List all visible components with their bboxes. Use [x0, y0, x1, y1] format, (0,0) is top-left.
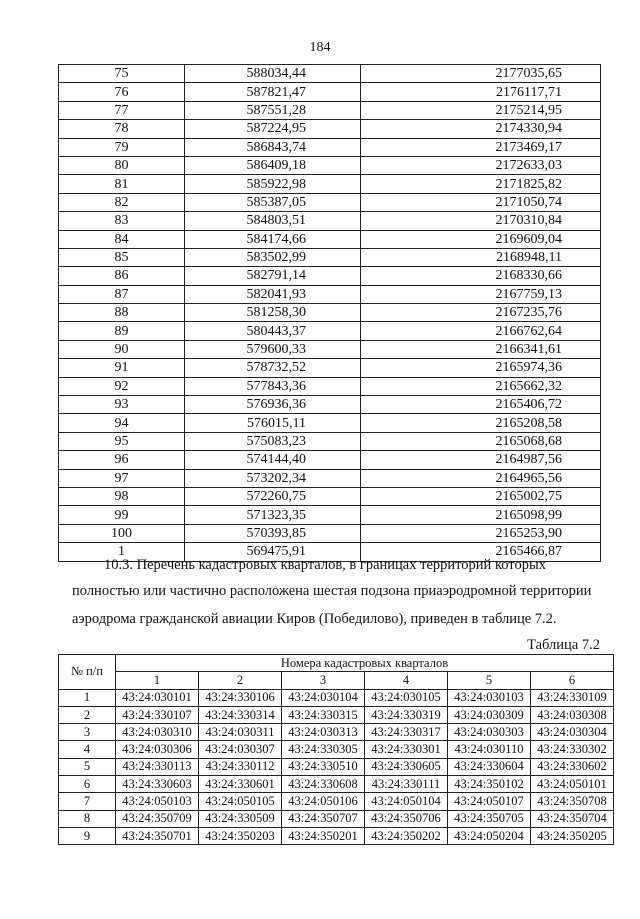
cadastral-number-cell: 43:24:330111 — [365, 776, 448, 793]
cadastral-number-cell: 43:24:350708 — [531, 793, 614, 810]
table-row — [59, 432, 601, 450]
table-row — [59, 267, 601, 285]
cadastral-number-cell: 43:24:330107 — [116, 706, 199, 723]
y-coordinate-cell: 2167759,13 — [361, 285, 601, 303]
paragraph-line-3: аэродрома гражданской авиации Киров (Победилово), приведен в таблице 7.2. — [72, 611, 557, 627]
cadastral-number-cell: 43:24:350201 — [282, 827, 365, 844]
x-coordinate-cell: 588034,44 — [185, 65, 361, 83]
point-number-cell: 94 — [59, 414, 185, 432]
cadastral-number-cell: 43:24:350202 — [365, 827, 448, 844]
cadastral-number-cell: 43:24:030304 — [531, 724, 614, 741]
cadastral-number-cell: 43:24:330302 — [531, 741, 614, 758]
cadastral-number-cell: 43:24:030110 — [448, 741, 531, 758]
cadastral-number-cell: 43:24:030104 — [282, 689, 365, 706]
y-coordinate-cell: 2169609,04 — [361, 230, 601, 248]
table-row — [59, 506, 601, 524]
column-number-header: 3 — [282, 672, 365, 689]
x-coordinate-cell: 575083,23 — [185, 432, 361, 450]
row-number-cell: 1 — [59, 689, 116, 706]
point-number-cell: 84 — [59, 230, 185, 248]
table-row — [59, 83, 601, 101]
column-group-header: Номера кадастровых кварталов — [116, 655, 614, 672]
x-coordinate-cell: 585922,98 — [185, 175, 361, 193]
table-row — [59, 120, 601, 138]
table-row — [59, 414, 601, 432]
table-row — [59, 212, 601, 230]
y-coordinate-cell: 2177035,65 — [361, 65, 601, 83]
point-number-cell: 89 — [59, 322, 185, 340]
x-coordinate-cell: 572260,75 — [185, 487, 361, 505]
cadastral-number-cell: 43:24:330305 — [282, 741, 365, 758]
table-row — [59, 758, 614, 775]
point-number-cell: 99 — [59, 506, 185, 524]
cadastral-quarters-table — [58, 654, 614, 845]
cadastral-number-cell: 43:24:050104 — [365, 793, 448, 810]
cadastral-number-cell: 43:24:330112 — [199, 758, 282, 775]
cadastral-number-cell: 43:24:330314 — [199, 706, 282, 723]
cadastral-number-cell: 43:24:030105 — [365, 689, 448, 706]
point-number-cell: 81 — [59, 175, 185, 193]
cadastral-number-cell: 43:24:350709 — [116, 810, 199, 827]
table-row — [59, 810, 614, 827]
column-number-header: 2 — [199, 672, 282, 689]
table-row — [59, 156, 601, 174]
row-number-cell: 5 — [59, 758, 116, 775]
column-number-header: 6 — [531, 672, 614, 689]
table-row — [59, 469, 601, 487]
x-coordinate-cell: 582791,14 — [185, 267, 361, 285]
cadastral-number-cell: 43:24:030303 — [448, 724, 531, 741]
y-coordinate-cell: 2165466,87 — [361, 543, 601, 561]
point-number-cell: 92 — [59, 377, 185, 395]
row-number-cell: 4 — [59, 741, 116, 758]
y-coordinate-cell: 2164965,56 — [361, 469, 601, 487]
y-coordinate-cell: 2166341,61 — [361, 340, 601, 358]
x-coordinate-cell: 574144,40 — [185, 451, 361, 469]
y-coordinate-cell: 2172633,03 — [361, 156, 601, 174]
cadastral-number-cell: 43:24:330109 — [531, 689, 614, 706]
cadastral-number-cell: 43:24:350203 — [199, 827, 282, 844]
point-number-cell: 80 — [59, 156, 185, 174]
cadastral-number-cell: 43:24:030306 — [116, 741, 199, 758]
x-coordinate-cell: 587821,47 — [185, 83, 361, 101]
y-coordinate-cell: 2170310,84 — [361, 212, 601, 230]
paragraph-line-2: полностью или частично расположена шестая подзона приаэродромной территории — [72, 583, 592, 599]
cadastral-number-cell: 43:24:330604 — [448, 758, 531, 775]
point-number-cell: 85 — [59, 248, 185, 266]
cadastral-number-cell: 43:24:050105 — [199, 793, 282, 810]
page-number: 184 — [309, 40, 331, 55]
x-coordinate-cell: 577843,36 — [185, 377, 361, 395]
y-coordinate-cell: 2171050,74 — [361, 193, 601, 211]
y-coordinate-cell: 2166762,64 — [361, 322, 601, 340]
cadastral-number-cell: 43:24:330608 — [282, 776, 365, 793]
y-coordinate-cell: 2165406,72 — [361, 396, 601, 414]
cadastral-number-cell: 43:24:330113 — [116, 758, 199, 775]
point-number-cell: 77 — [59, 101, 185, 119]
cadastral-number-cell: 43:24:330301 — [365, 741, 448, 758]
coordinates-table — [58, 64, 601, 562]
point-number-cell: 98 — [59, 487, 185, 505]
x-coordinate-cell: 586843,74 — [185, 138, 361, 156]
table-row — [59, 706, 614, 723]
y-coordinate-cell: 2165974,36 — [361, 359, 601, 377]
cadastral-number-cell: 43:24:050204 — [448, 827, 531, 844]
table-caption: Таблица 7.2 — [527, 637, 600, 653]
x-coordinate-cell: 583502,99 — [185, 248, 361, 266]
table-row — [59, 827, 614, 844]
x-coordinate-cell: 576936,36 — [185, 396, 361, 414]
cadastral-number-cell: 43:24:330510 — [282, 758, 365, 775]
x-coordinate-cell: 586409,18 — [185, 156, 361, 174]
y-coordinate-cell: 2175214,95 — [361, 101, 601, 119]
y-coordinate-cell: 2167235,76 — [361, 304, 601, 322]
y-coordinate-cell: 2171825,82 — [361, 175, 601, 193]
x-coordinate-cell: 576015,11 — [185, 414, 361, 432]
point-number-cell: 97 — [59, 469, 185, 487]
x-coordinate-cell: 587224,95 — [185, 120, 361, 138]
y-coordinate-cell: 2168948,11 — [361, 248, 601, 266]
x-coordinate-cell: 579600,33 — [185, 340, 361, 358]
cadastral-number-cell: 43:24:330601 — [199, 776, 282, 793]
table-row — [59, 248, 601, 266]
point-number-cell: 96 — [59, 451, 185, 469]
table-row — [59, 724, 614, 741]
table-row — [59, 175, 601, 193]
y-coordinate-cell: 2165098,99 — [361, 506, 601, 524]
cadastral-number-cell: 43:24:030310 — [116, 724, 199, 741]
row-number-cell: 7 — [59, 793, 116, 810]
point-number-cell: 75 — [59, 65, 185, 83]
row-number-cell: 8 — [59, 810, 116, 827]
cadastral-number-cell: 43:24:330605 — [365, 758, 448, 775]
x-coordinate-cell: 584174,66 — [185, 230, 361, 248]
cadastral-number-cell: 43:24:350102 — [448, 776, 531, 793]
column-number-header: 4 — [365, 672, 448, 689]
table-row — [59, 377, 601, 395]
table-row — [59, 689, 614, 706]
x-coordinate-cell: 580443,37 — [185, 322, 361, 340]
table-row — [59, 359, 601, 377]
table-row — [59, 138, 601, 156]
x-coordinate-cell: 584803,51 — [185, 212, 361, 230]
cadastral-number-cell: 43:24:350704 — [531, 810, 614, 827]
cadastral-number-cell: 43:24:330317 — [365, 724, 448, 741]
y-coordinate-cell: 2165253,90 — [361, 524, 601, 542]
row-number-cell: 3 — [59, 724, 116, 741]
point-number-cell: 87 — [59, 285, 185, 303]
cadastral-number-cell: 43:24:330319 — [365, 706, 448, 723]
cadastral-number-cell: 43:24:030103 — [448, 689, 531, 706]
cadastral-number-cell: 43:24:030313 — [282, 724, 365, 741]
point-number-cell: 83 — [59, 212, 185, 230]
cadastral-number-cell: 43:24:330106 — [199, 689, 282, 706]
column-number-header: 5 — [448, 672, 531, 689]
point-number-cell: 82 — [59, 193, 185, 211]
table-row — [59, 396, 601, 414]
x-coordinate-cell: 585387,05 — [185, 193, 361, 211]
table-row — [59, 322, 601, 340]
x-coordinate-cell: 581258,30 — [185, 304, 361, 322]
y-coordinate-cell: 2176117,71 — [361, 83, 601, 101]
table-row — [59, 524, 601, 542]
x-coordinate-cell: 569475,91 — [185, 543, 361, 561]
point-number-cell: 91 — [59, 359, 185, 377]
table-row — [59, 65, 601, 83]
cadastral-number-cell: 43:24:350706 — [365, 810, 448, 827]
x-coordinate-cell: 587551,28 — [185, 101, 361, 119]
point-number-cell: 78 — [59, 120, 185, 138]
table-row — [59, 340, 601, 358]
cadastral-number-cell: 43:24:350705 — [448, 810, 531, 827]
table-row — [59, 741, 614, 758]
point-number-cell: 86 — [59, 267, 185, 285]
y-coordinate-cell: 2165662,32 — [361, 377, 601, 395]
y-coordinate-cell: 2168330,66 — [361, 267, 601, 285]
row-number-cell: 2 — [59, 706, 116, 723]
table-row — [59, 451, 601, 469]
x-coordinate-cell: 582041,93 — [185, 285, 361, 303]
cadastral-number-cell: 43:24:030307 — [199, 741, 282, 758]
table-row — [59, 193, 601, 211]
point-number-cell: 79 — [59, 138, 185, 156]
x-coordinate-cell: 571323,35 — [185, 506, 361, 524]
y-coordinate-cell: 2174330,94 — [361, 120, 601, 138]
table-row — [59, 793, 614, 810]
point-number-cell: 76 — [59, 83, 185, 101]
table-row — [59, 230, 601, 248]
point-number-cell: 93 — [59, 396, 185, 414]
cadastral-number-cell: 43:24:050107 — [448, 793, 531, 810]
cadastral-number-cell: 43:24:030101 — [116, 689, 199, 706]
paragraph-line-1: 10.3. Перечень кадастровых кварталов, в границах территорий которых — [104, 557, 546, 573]
cadastral-number-cell: 43:24:350205 — [531, 827, 614, 844]
y-coordinate-cell: 2165002,75 — [361, 487, 601, 505]
table-row — [59, 285, 601, 303]
x-coordinate-cell: 573202,34 — [185, 469, 361, 487]
cadastral-number-cell: 43:24:330602 — [531, 758, 614, 775]
y-coordinate-cell: 2173469,17 — [361, 138, 601, 156]
y-coordinate-cell: 2164987,56 — [361, 451, 601, 469]
x-coordinate-cell: 570393,85 — [185, 524, 361, 542]
cadastral-number-cell: 43:24:050101 — [531, 776, 614, 793]
table-row — [59, 304, 601, 322]
point-number-cell: 95 — [59, 432, 185, 450]
cadastral-number-cell: 43:24:350701 — [116, 827, 199, 844]
cadastral-number-cell: 43:24:050103 — [116, 793, 199, 810]
x-coordinate-cell: 578732,52 — [185, 359, 361, 377]
point-number-cell: 88 — [59, 304, 185, 322]
cadastral-number-cell: 43:24:330603 — [116, 776, 199, 793]
table-row — [59, 101, 601, 119]
y-coordinate-cell: 2165208,58 — [361, 414, 601, 432]
point-number-cell: 100 — [59, 524, 185, 542]
row-number-cell: 6 — [59, 776, 116, 793]
cadastral-number-cell: 43:24:030308 — [531, 706, 614, 723]
cadastral-number-cell: 43:24:330509 — [199, 810, 282, 827]
table-row — [59, 776, 614, 793]
column-number-header: 1 — [116, 672, 199, 689]
point-number-cell: 1 — [59, 543, 185, 561]
cadastral-number-cell: 43:24:050106 — [282, 793, 365, 810]
cadastral-number-cell: 43:24:030309 — [448, 706, 531, 723]
row-number-cell: 9 — [59, 827, 116, 844]
table-row — [59, 487, 601, 505]
y-coordinate-cell: 2165068,68 — [361, 432, 601, 450]
cadastral-number-cell: 43:24:350707 — [282, 810, 365, 827]
point-number-cell: 90 — [59, 340, 185, 358]
cadastral-number-cell: 43:24:330315 — [282, 706, 365, 723]
column-header-np: № п/п — [59, 655, 116, 690]
cadastral-number-cell: 43:24:030311 — [199, 724, 282, 741]
